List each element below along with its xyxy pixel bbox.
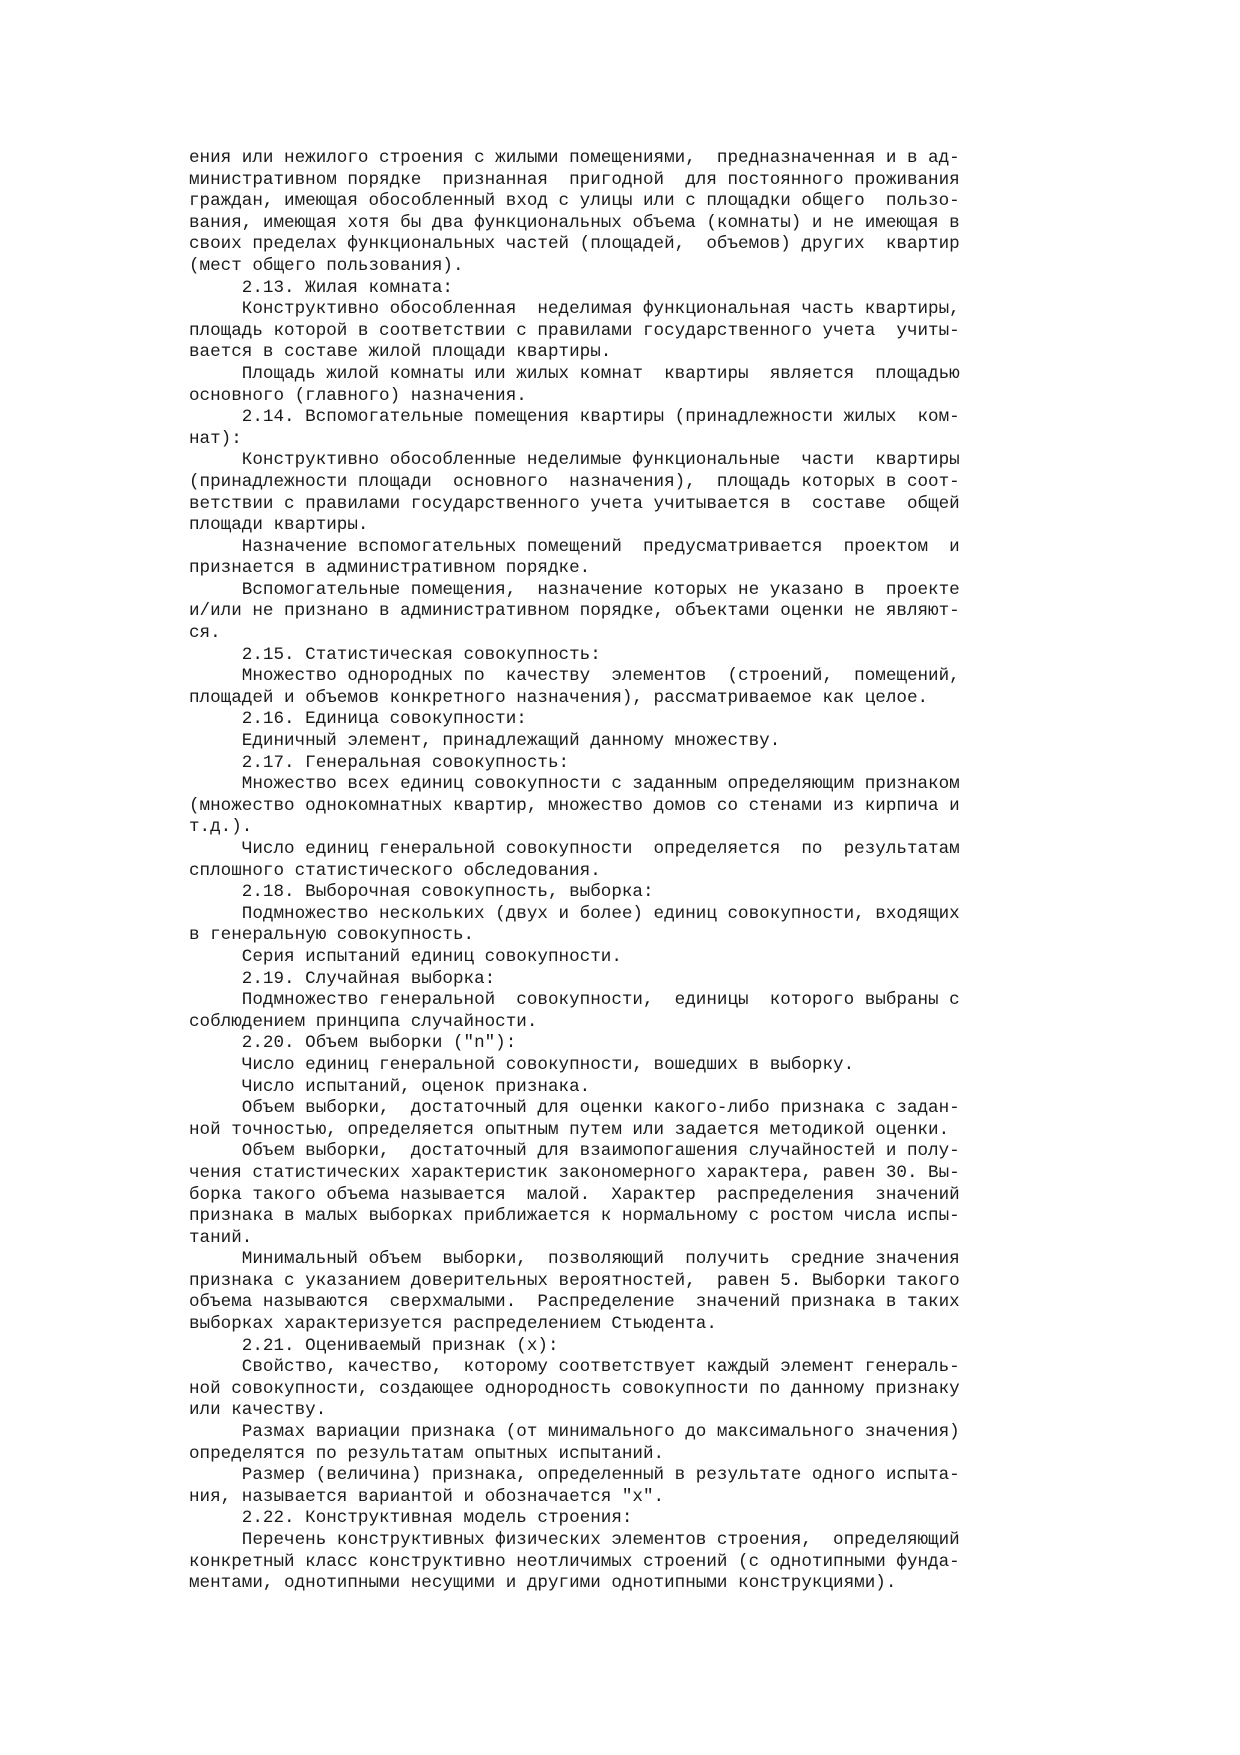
text-line: 2.14. Вспомогательные помещения квартиры (принадлежности жилых ком-: [189, 407, 960, 428]
text-line: вания, имеющая хотя бы два функциональных объема (комнаты) и не имеющая в: [189, 212, 960, 233]
text-line: (принадлежности площади основного назначения), площадь которых в соот-: [189, 471, 960, 492]
text-line: объема называются сверхмалыми. Распределение значений признака в таких: [189, 1292, 960, 1313]
text-line: Подмножество нескольких (двух и более) единиц совокупности, входящих: [189, 903, 960, 924]
text-line: площадей и объемов конкретного назначения), рассматриваемое как целое.: [189, 687, 929, 708]
text-line: ся.: [189, 623, 221, 644]
text-line: соблюдением принципа случайности.: [189, 1011, 538, 1032]
text-line: (множество однокомнатных квартир, множество домов со стенами из кирпича и: [189, 795, 960, 816]
text-line: т.д.).: [189, 817, 253, 838]
document-text: [189, 148, 1089, 1595]
text-line: 2.13. Жилая комната:: [189, 277, 453, 298]
text-line: вается в составе жилой площади квартиры.: [189, 342, 612, 363]
text-line: в генеральную совокупность.: [189, 925, 475, 946]
text-line: чения статистических характеристик закономерного характера, равен 30. Вы-: [189, 1162, 960, 1183]
text-line: конкретный класс конструктивно неотличимых строений (с однотипными фунда-: [189, 1551, 960, 1572]
text-line: ментами, однотипными несущими и другими однотипными конструкциями).: [189, 1573, 897, 1594]
text-line: Конструктивно обособленная неделимая функциональная часть квартиры,: [189, 299, 960, 320]
text-line: Единичный элемент, принадлежащий данному множеству.: [189, 731, 781, 752]
text-line: сплошного статистического обследования.: [189, 860, 601, 881]
text-line: 2.15. Статистическая совокупность:: [189, 644, 601, 665]
text-line: площадь которой в соответствии с правилами государственного учета учиты-: [189, 320, 960, 341]
text-line: Размах вариации признака (от минимального до максимального значения): [189, 1422, 960, 1443]
text-line: Площадь жилой комнаты или жилых комнат квартиры является площадью: [189, 363, 960, 384]
text-line: 2.20. Объем выборки ("n"):: [189, 1033, 517, 1054]
text-line: 2.19. Случайная выборка:: [189, 968, 496, 989]
text-line: Число испытаний, оценок признака.: [189, 1076, 591, 1097]
text-line: Конструктивно обособленные неделимые функциональные части квартиры: [189, 450, 960, 471]
text-line: Назначение вспомогательных помещений предусматривается проектом и: [189, 536, 960, 557]
text-line: министративном порядке признанная пригодной для постоянного проживания: [189, 169, 960, 190]
text-line: Серия испытаний единиц совокупности.: [189, 946, 622, 967]
text-line: Множество однородных по качеству элементов (строений, помещений,: [189, 666, 960, 687]
text-line: ения или нежилого строения с жилыми помещениями, предназначенная и в ад-: [189, 148, 960, 168]
text-line: Множество всех единиц совокупности с заданным определяющим признаком: [189, 774, 960, 795]
text-line: Вспомогательные помещения, назначение которых не указано в проекте: [189, 579, 960, 600]
text-line: ной точностью, определяется опытным путем или задается методикой оценки.: [189, 1119, 950, 1140]
text-line: основного (главного) назначения.: [189, 385, 527, 406]
text-line: признака с указанием доверительных вероятностей, равен 5. Выборки такого: [189, 1270, 960, 1291]
text-line: борка такого объема называется малой. Характер распределения значений: [189, 1184, 960, 1205]
text-line: 2.17. Генеральная совокупность:: [189, 752, 570, 773]
text-line: ветствии с правилами государственного учета учитывается в составе общей: [189, 493, 960, 514]
text-line: таний.: [189, 1227, 253, 1248]
text-line: Размер (величина) признака, определенный в результате одного испыта-: [189, 1465, 960, 1486]
text-line: Число единиц генеральной совокупности определяется по результатам: [189, 839, 960, 859]
text-line: своих пределах функциональных частей (площадей, объемов) других квартир: [189, 234, 960, 255]
text-line: Перечень конструктивных физических элементов строения, определяющий: [189, 1530, 960, 1550]
text-line: 2.18. Выборочная совокупность, выборка:: [189, 882, 654, 903]
text-line: и/или не признано в административном порядке, объектами оценки не являют-: [189, 601, 960, 622]
text-line: ния, называется вариантой и обозначается "х".: [189, 1486, 665, 1507]
text-line: (мест общего пользования).: [189, 255, 464, 276]
text-line: Подмножество генеральной совокупности, единицы которого выбраны с: [189, 990, 960, 1011]
text-line: граждан, имеющая обособленный вход с улицы или с площадки общего пользо-: [189, 191, 960, 212]
text-line: выборках характеризуется распределением Стьюдента.: [189, 1314, 717, 1335]
text-line: Число единиц генеральной совокупности, вошедших в выборку.: [189, 1054, 855, 1075]
text-line: 2.16. Единица совокупности:: [189, 709, 527, 730]
text-line: или качеству.: [189, 1400, 327, 1421]
text-line: признака в малых выборках приближается к нормальному с ростом числа испы-: [189, 1206, 960, 1227]
text-line: Свойство, качество, которому соответствует каждый элемент генераль-: [189, 1357, 960, 1378]
text-line: площади квартиры.: [189, 515, 369, 536]
text-line: нат):: [189, 428, 242, 449]
text-line: 2.21. Оцениваемый признак (х):: [189, 1335, 559, 1356]
text-line: Минимальный объем выборки, позволяющий получить средние значения: [189, 1249, 960, 1270]
text-line: ной совокупности, создающее однородность совокупности по данному признаку: [189, 1378, 960, 1399]
text-line: Объем выборки, достаточный для взаимопогашения случайностей и полу-: [189, 1141, 960, 1162]
text-line: 2.22. Конструктивная модель строения:: [189, 1508, 633, 1529]
text-line: определятся по результатам опытных испытаний.: [189, 1443, 665, 1464]
text-line: Объем выборки, достаточный для оценки какого-либо признака с задан-: [189, 1098, 960, 1119]
text-line: признается в административном порядке.: [189, 558, 591, 579]
